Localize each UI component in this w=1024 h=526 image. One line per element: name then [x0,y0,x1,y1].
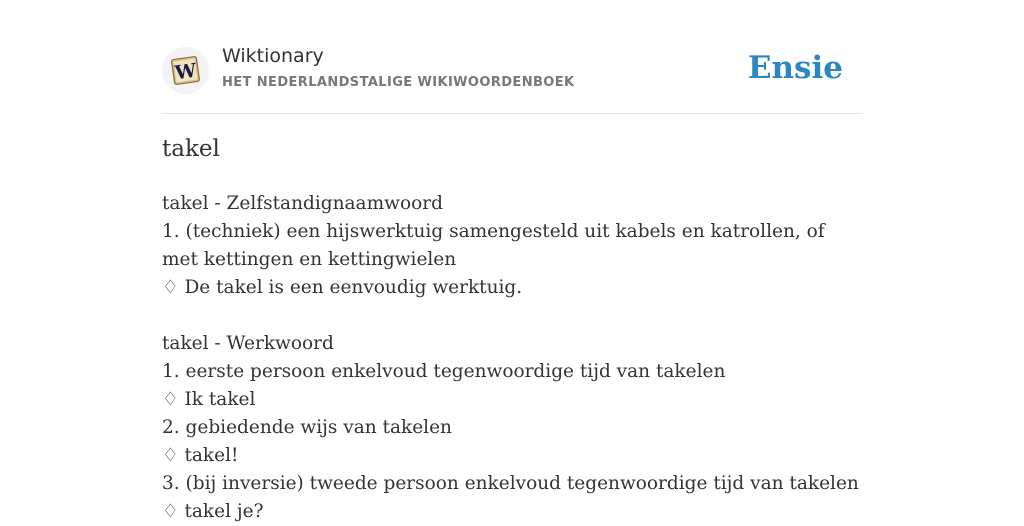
section-heading: takel - Werkwoord [162,333,334,354]
wiktionary-logo-icon[interactable] [162,47,209,94]
svg-text:W: W [173,59,198,85]
section-heading: takel - Zelfstandignaamwoord [162,193,443,214]
brand-logo[interactable]: Ensie [747,50,843,86]
header [162,0,862,114]
site-name[interactable]: Wiktionary [222,45,324,67]
definition-line: 1. eerste persoon enkelvoud tegenwoordige tijd van takelen [162,361,726,382]
section-spacer [162,302,862,330]
definition-line: 3. (bij inversie) tweede persoon enkelvoud tegenwoordige tijd van takelen [162,473,859,494]
page-title: takel [162,136,220,162]
example-line: ♢ Ik takel [162,389,256,410]
example-line: ♢ De takel is een eenvoudig werktuig. [162,277,523,298]
page [162,0,862,522]
example-line: ♢ takel je? [162,501,264,522]
example-line: ♢ takel! [162,445,239,466]
site-subtitle: HET NEDERLANDSTALIGE WIKIWOORDENBOEK [222,75,575,90]
definition-line: 2. gebiedende wijs van takelen [162,417,452,438]
definition-line: 1. (techniek) een hijswerktuig samengesteld uit kabels en katrollen, of met kettingen en kettingwielen [162,221,825,270]
definition-content [162,190,862,526]
